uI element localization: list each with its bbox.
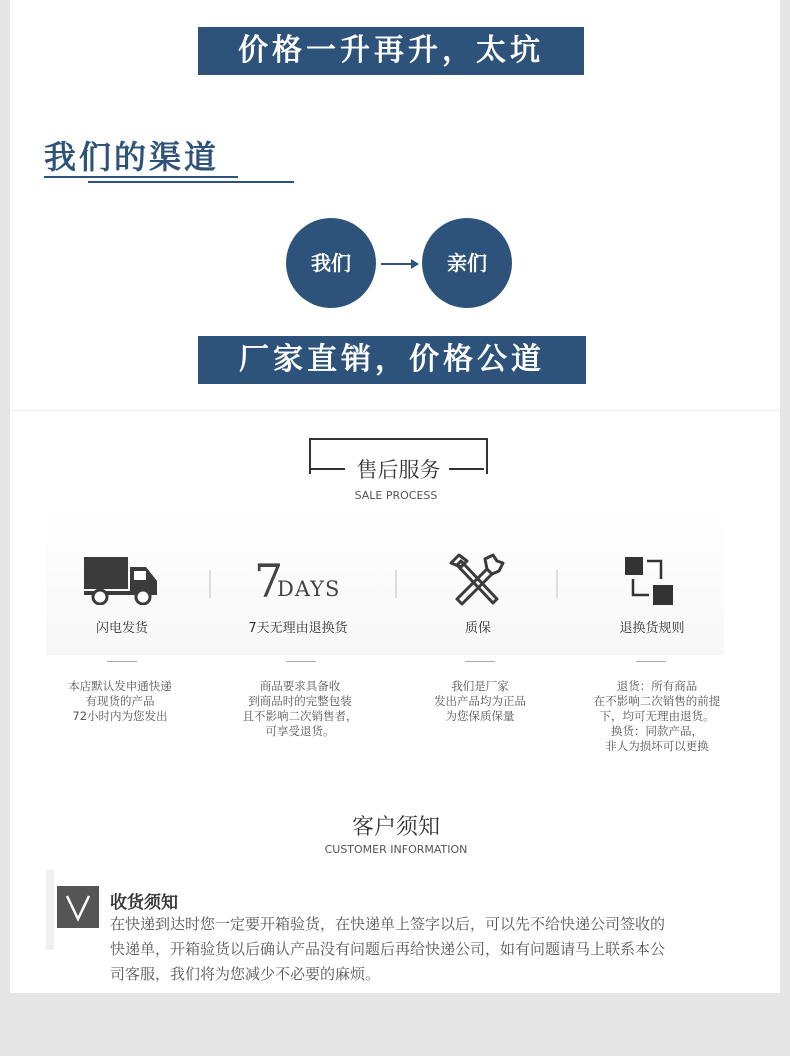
after-sales-subtitle: SALE PROCESS	[354, 489, 438, 502]
heading-underline-2	[88, 181, 294, 183]
service-label-warranty: 质保	[464, 621, 491, 636]
service-label-returns: 7天无理由退换货	[248, 621, 348, 636]
top-banner: 价格一升再升，太坑	[198, 27, 584, 75]
notice-body: 在快递到达时您一定要开箱验货，在快递单上签字以后，可以先不给快递公司签收的 快递单，开箱验货以后确认产品没有问题后再给快递公司，如有问题请马上联系本公 司客服，我们将为您减少不必要的麻烦。	[110, 915, 666, 983]
service-label-rules: 退换货规则	[619, 621, 685, 636]
exchange-icon	[623, 555, 675, 607]
bottom-banner: 厂家直销，价格公道	[198, 336, 586, 384]
circle-customers: 亲们	[422, 218, 512, 308]
after-sales-title: 售后服务	[356, 458, 441, 482]
service-label-shipping: 闪电发货	[95, 621, 148, 636]
v-icon	[57, 886, 99, 928]
channel-heading: 我们的渠道	[44, 138, 220, 176]
arrow-right-icon	[381, 257, 419, 271]
service-desc-rules: 退货：所有商品 在不影响二次销售的前提 下，均可无理由退货。 换货：同款产品， 非人为损坏可以更换	[593, 679, 721, 753]
service-desc-warranty: 我们是厂家 发出产品均为正品 为您保质保量	[434, 679, 526, 723]
truck-icon	[82, 555, 160, 605]
service-desc-shipping: 本店默认发申通快递 有现货的产品 72小时内为您发出	[68, 679, 172, 723]
customer-info-subtitle: CUSTOMER INFORMATION	[324, 843, 468, 856]
notice-title: 收货须知	[110, 893, 178, 913]
separator	[209, 570, 211, 598]
heading-underline	[44, 176, 238, 178]
separator	[395, 570, 397, 598]
7days-icon: 7	[254, 554, 284, 608]
service-desc-returns: 商品要求具备收 到商品时的完整包装 且不影响二次销售者， 可享受退货。	[242, 679, 358, 738]
separator	[556, 570, 558, 598]
circle-us: 我们	[286, 218, 376, 308]
customer-info-title: 客户须知	[351, 815, 440, 840]
notice-accent	[46, 870, 54, 950]
section-divider	[10, 410, 780, 411]
tools-icon	[447, 553, 507, 607]
7days-icon-text: DAYS	[277, 577, 341, 601]
